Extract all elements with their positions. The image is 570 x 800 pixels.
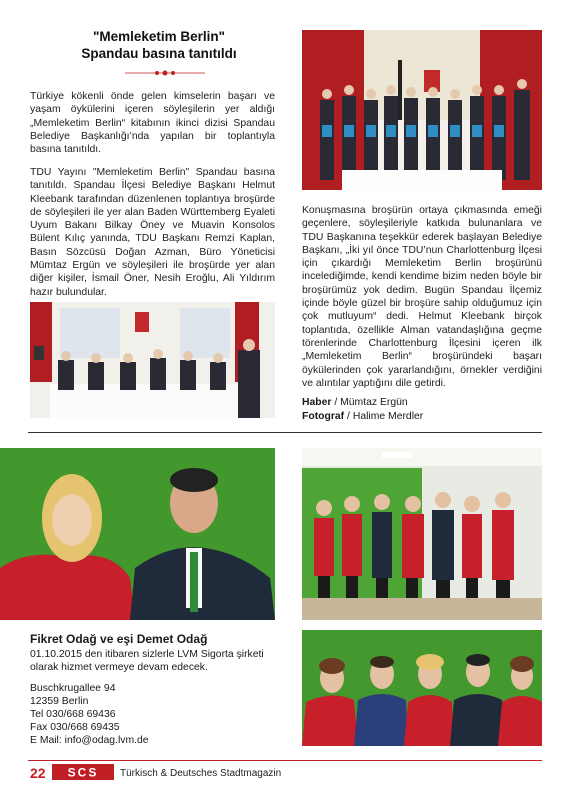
section-divider: [28, 432, 542, 433]
staff-photo: [302, 630, 542, 746]
article-title: [30, 28, 288, 62]
logo-text: SCS: [67, 765, 99, 780]
ad-title: Fikret Odağ ve eşi Demet Odağ: [30, 632, 208, 646]
magazine-name: Türkisch & Deutsches Stadtmagazin: [120, 768, 282, 779]
article-paragraph-2: TDU Yayını "Memleketim Berlin" Spandau basına tanıtıldı. Spandau İlçesi Belediye Başkanı Helmut Kleebank tarafından düzenlenen toplantıya broşürde de söyleşileri ile yer alan Baden Württemberg Eyaleti Uyum Bakanı Bilkay Öney ve Muavin Konsolos Bülent Kılıç yanında, TDU Başkanı Remzi Kaplan, Basın Sözcüsü Doğan Azman, Büro Yöneticisi Mümtaz Ergün ve söyleşileri ile broşürde yer alan diğer kişiler, İsmail Öner, Nesih Eroğlu, Ali Yıldırım hazır bulundular.: [30, 167, 275, 298]
team-photo: [302, 448, 542, 620]
ad-address: [30, 682, 149, 747]
title-divider: [125, 70, 205, 76]
magazine-logo: [52, 764, 114, 780]
ad-email: E Mail: info@odag.lvm.de: [30, 735, 149, 746]
article-paragraph-3: Konuşmasına broşürün ortaya çıkmasında emeği geçenlere, söyleşileriyle katkıda bulunanlara ve TDU Başkanına teşekkür ederek başlayan Belediye Başkanı, „İki yıl önce TDU’nun Charlottenburg İlçesi için çıkardığı Memleketim Berlin broşürünü incelediğimde, kendi kendime bizim neden böyle bir broşürümüz yok dedim. Bugün Spandau İlçemiz içinde böyle güzel bir broşüre sahip olduğumuz için çok mutluyum“ dedi. Helmut Kleebank birçok toplantıda, özellikle Alman vatandaşlığına geçme törenlerinde Charlottenburg İlçesini içeren ilk „Memleketim Berlin“ broşüründeki başarı öykülerinden çok yararlandığını, örnekler verdiğini ve alıntılar yaptığını dile getirdi.: [302, 205, 542, 389]
couple-portrait: [0, 448, 275, 620]
meeting-photo: [30, 302, 275, 418]
news-label: Haber: [302, 397, 332, 408]
photo-author: Halime Merdler: [352, 410, 424, 422]
ad-city: 12359 Berlin: [30, 696, 89, 707]
page-number: 22: [30, 765, 46, 781]
ad-fax: Fax 030/668 69435: [30, 722, 120, 733]
group-photo: [302, 30, 542, 190]
article-paragraph-1: Türkiye kökenli önde gelen kimselerin başarı ve yaşam öykülerini içeren söyleşilerin yer aldığı „Memleketim Berlin“ kitabının ikinci dizisi Spandau Belediye Başkanlığı’nda yapılan bir toplantıyla basına tanıtıldı.: [30, 91, 275, 156]
photo-label: Fotograf: [302, 410, 345, 422]
article-title-line2: Spandau basına tanıtıldı: [81, 46, 237, 61]
news-author: Mümtaz Ergün: [340, 397, 408, 408]
ad-street: Buschkrugallee 94: [30, 683, 116, 694]
footer-rule: [28, 760, 542, 761]
article-credits: Haber / Mümtaz Ergün Fotograf / Halime Merdler: [302, 397, 424, 422]
ad-phone: Tel 030/668 69436: [30, 709, 116, 720]
ad-description: 01.10.2015 den itibaren sizlerle LVM Sigorta şirketi olarak hizmet vermeye devam edecek.: [30, 649, 264, 673]
article-title-line1: "Memleketim Berlin": [92, 29, 226, 44]
